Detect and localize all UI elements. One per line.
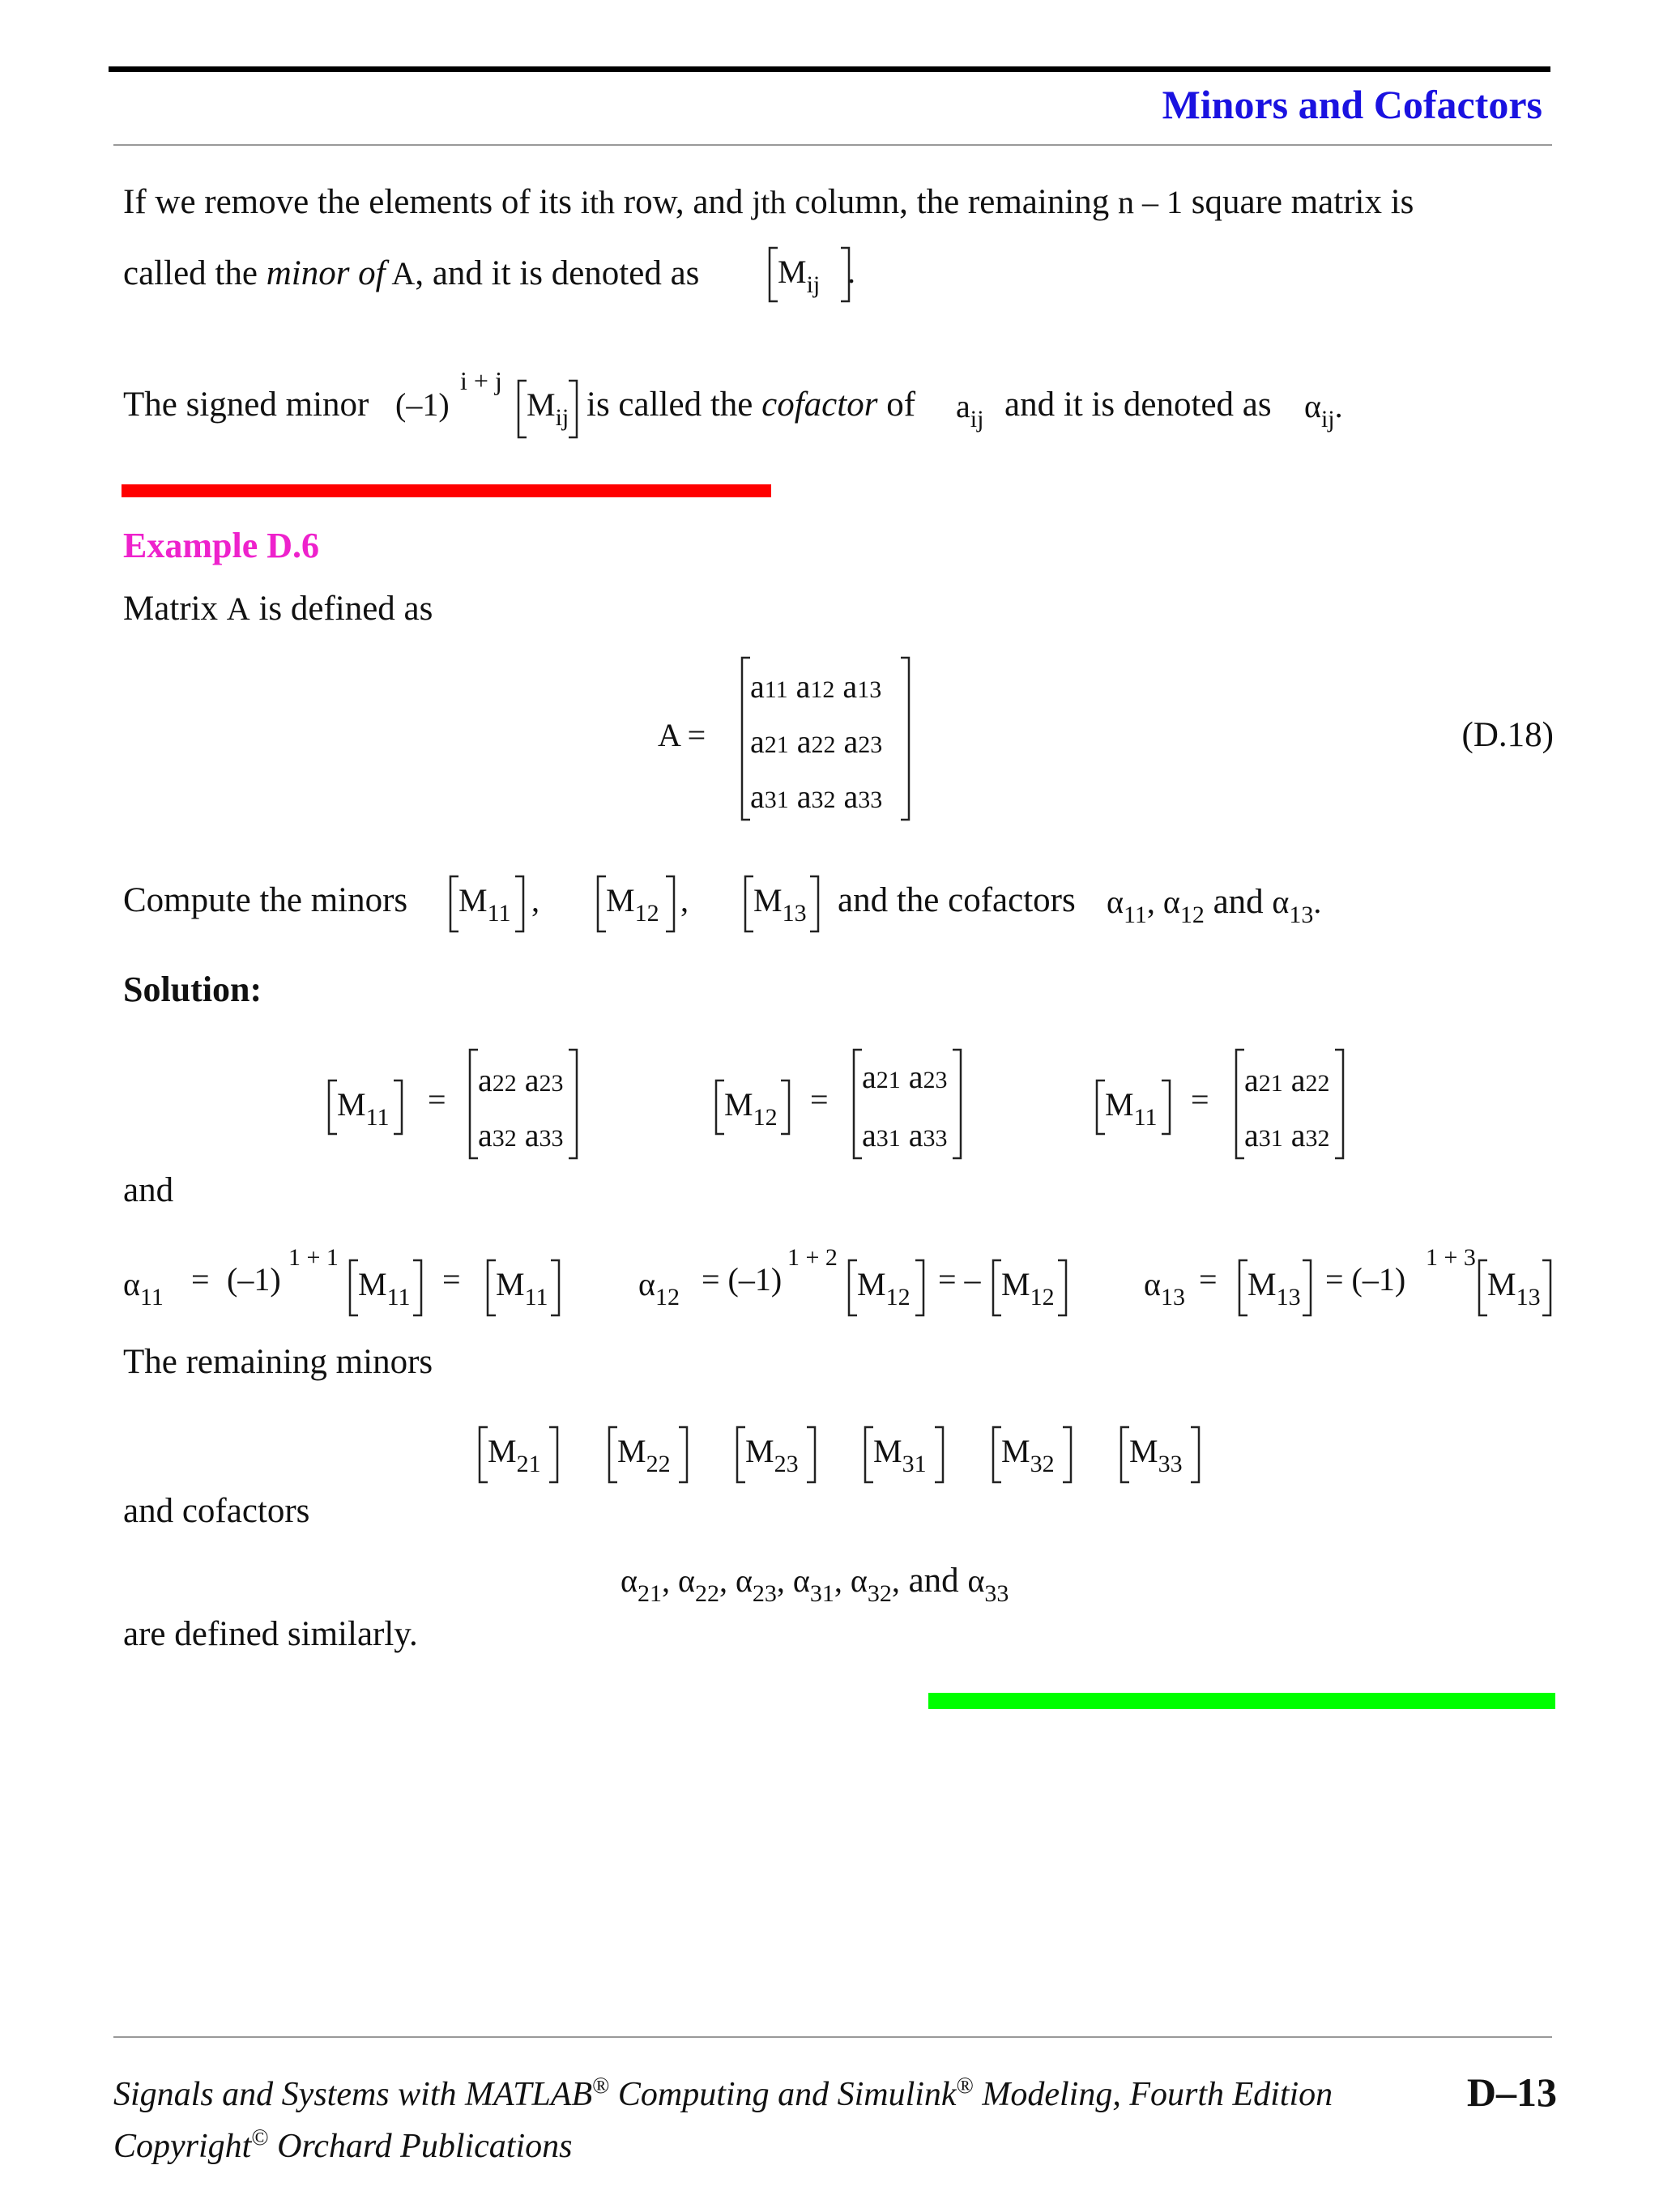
cof-2-m2-left-bracket [993, 1260, 1001, 1315]
cof-3-m-right-bracket [1303, 1260, 1311, 1315]
remaining-minor-1-right-bracket [679, 1427, 687, 1482]
mij-line3-right-bracket [569, 381, 577, 437]
remaining-minor-m21: $M_{21}$ [488, 1433, 541, 1477]
remaining-minor-4-right-bracket [1063, 1427, 1071, 1482]
minor-1-eq: = [428, 1081, 446, 1118]
cof-1-m2-right-bracket [551, 1260, 559, 1315]
remaining-minor-m31: $M_{31}$ [873, 1433, 927, 1477]
mij-line3-left-bracket [518, 381, 527, 437]
cofactor-eq-3: $\alpha_{13}$ [1144, 1266, 1185, 1311]
cof-3-m-left-bracket [1239, 1260, 1247, 1315]
matrix-A-row-1: a11 a12 a13 [750, 668, 882, 705]
minor-symbol-mij: $M_{ij}$ [778, 254, 821, 298]
m12-compute-left-bracket [598, 876, 606, 931]
minor-1-matrix-left-bracket [470, 1050, 478, 1158]
minor-3-matrix-right-bracket [1335, 1050, 1343, 1158]
comma: , [680, 882, 689, 918]
cof-1-m2-left-bracket [488, 1260, 496, 1315]
cof-2-m2-right-bracket [1058, 1260, 1066, 1315]
remaining-minor-2-right-bracket [807, 1427, 815, 1482]
minor-mij: $M_{ij}$ [527, 386, 569, 431]
minor-2-row-1: a21 a23 [862, 1059, 948, 1095]
equation-lhs-A: A = [658, 717, 706, 753]
minor-1-matrix-right-bracket [569, 1050, 577, 1158]
paragraph-line-1: If we remove the elements of its ith row, and jth column, the remaining n – 1 square matrix is [123, 183, 1414, 221]
element-aij: $a_{ij}$ [956, 388, 984, 433]
and-word: and [123, 1171, 174, 1209]
matrix-intro: Matrix A is defined as [123, 590, 433, 628]
cofactor-eq-3-neg: = (–1) [1325, 1261, 1406, 1298]
minor-1-lhs-right-bracket [394, 1080, 402, 1134]
compute-text: Compute the minors [123, 881, 408, 919]
comma: , [531, 882, 539, 918]
paragraph-line-2: called the minor of A, and it is denoted as [123, 254, 700, 292]
minor-3-matrix-left-bracket [1236, 1050, 1244, 1158]
remaining-minor-3-right-bracket [935, 1427, 943, 1482]
cofactor-eq-1-neg: (–1) [227, 1261, 281, 1298]
cofactor-eq-2: $\alpha_{12}$ [638, 1266, 680, 1311]
cofactor-eq-2-exp: 1 + 2 [787, 1244, 838, 1271]
remaining-minor-0-left-bracket [480, 1427, 488, 1482]
cofactor-eq-2-m2: $M_{12}$ [1001, 1266, 1055, 1311]
cofactor-eq-2-m: $M_{12}$ [857, 1266, 911, 1311]
alpha-ij: $\alpha_{ij}$. [1304, 388, 1343, 433]
denoted-text: and it is denoted as [1004, 386, 1272, 424]
remaining-minor-3-left-bracket [865, 1427, 873, 1482]
cofactor-eq-2-eq2: = – [938, 1261, 981, 1298]
cofactor-eq-3-m2: $M_{13}$ [1487, 1266, 1541, 1311]
remaining-minor-5-right-bracket [1191, 1427, 1199, 1482]
minor-3-lhs-left-bracket [1097, 1080, 1105, 1134]
cofactor-eq-3-m: $M_{13}$ [1247, 1266, 1301, 1311]
m12-compute-right-bracket [666, 876, 674, 931]
matrix-A-row-2: a21 a22 a23 [750, 723, 883, 760]
minor-2-row-2: a31 a33 [862, 1117, 948, 1153]
minor-3-row-1: a21 a22 [1244, 1062, 1330, 1098]
minor-1-row-1: a22 a23 [478, 1062, 564, 1098]
matrix-A-left-bracket [742, 658, 750, 820]
remaining-minors-text: The remaining minors [123, 1343, 433, 1381]
remaining-minor-m33: $M_{33}$ [1129, 1433, 1183, 1477]
cofactors-text: and the cofactors [838, 881, 1076, 919]
minor-m11: $M_{11}$ [458, 882, 511, 927]
cofactor-eq-1-eq2: = [442, 1261, 461, 1298]
minor-2-lhs-left-bracket [716, 1080, 724, 1134]
remaining-minor-2-left-bracket [737, 1427, 745, 1482]
m13-compute-right-bracket [810, 876, 818, 931]
minor-m13: $M_{13}$ [753, 882, 807, 927]
remaining-minor-m23: $M_{23}$ [745, 1433, 799, 1477]
minor-2-matrix-left-bracket [854, 1050, 862, 1158]
m11-compute-right-bracket [515, 876, 523, 931]
mij-line2-left-bracket [770, 248, 778, 301]
exponent-i-plus-j: i + j [460, 366, 502, 395]
cofactor-text: is called the cofactor of [586, 386, 916, 424]
cof-3-m2-right-bracket [1542, 1260, 1550, 1315]
copyright: Copyright© Orchard Publications [113, 2125, 573, 2165]
cof-1-m-left-bracket [350, 1260, 358, 1315]
paragraph-line-3: The signed minor [123, 386, 369, 424]
book-title: Signals and Systems with MATLAB® Computing and Simulink® Modeling, Fourth Edition [113, 2073, 1333, 2113]
mij-line2-right-bracket [841, 248, 849, 301]
cofactor-eq-1-eq: = [191, 1261, 210, 1298]
page-title: Minors and Cofactors [1162, 82, 1542, 127]
period: . [847, 254, 855, 290]
matrix-A-row-3: a31 a32 a33 [750, 778, 883, 815]
remaining-minor-5-left-bracket [1121, 1427, 1129, 1482]
cofactor-eq-1: $\alpha_{11}$ [123, 1266, 164, 1311]
cofactor-eq-1-exp: 1 + 1 [288, 1244, 339, 1271]
minor-2-lhs-right-bracket [781, 1080, 789, 1134]
cof-2-m-left-bracket [849, 1260, 857, 1315]
cof-1-m-right-bracket [413, 1260, 421, 1315]
defined-similarly: are defined similarly. [123, 1615, 418, 1653]
cofactor-eq-1-m2: $M_{11}$ [496, 1266, 548, 1311]
minor-m12: $M_{12}$ [606, 882, 659, 927]
remaining-minor-m22: $M_{22}$ [617, 1433, 671, 1477]
cof-3-m2-left-bracket [1479, 1260, 1487, 1315]
m11-compute-left-bracket [450, 876, 458, 931]
cofactor-eq-3-exp: 1 + 3 [1426, 1244, 1476, 1271]
page-number: D–13 [1466, 2069, 1557, 2115]
matrix-A-right-bracket [901, 658, 909, 820]
cofactor-eq-2-neg: = (–1) [702, 1261, 783, 1298]
remaining-minor-m32: $M_{32}$ [1001, 1433, 1055, 1477]
minor-3-lhs: $M_{11}$ [1105, 1086, 1158, 1131]
neg-one-power: (–1) [395, 386, 450, 423]
cof-2-m-right-bracket [915, 1260, 923, 1315]
minor-3-lhs-right-bracket [1162, 1080, 1170, 1134]
minor-2-eq: = [810, 1081, 829, 1118]
minor-3-row-2: a31 a32 [1244, 1117, 1330, 1153]
equation-number: (D.18) [1461, 716, 1554, 754]
remaining-minor-4-left-bracket [993, 1427, 1001, 1482]
solution-label: Solution: [123, 970, 262, 1009]
example-title: Example D.6 [123, 526, 319, 565]
minor-3-eq: = [1191, 1081, 1209, 1118]
remaining-minor-1-left-bracket [609, 1427, 617, 1482]
cofactor-eq-1-m: $M_{11}$ [358, 1266, 411, 1311]
minor-1-lhs: $M_{11}$ [337, 1086, 390, 1131]
minor-2-matrix-right-bracket [953, 1050, 961, 1158]
cofactor-eq-3-eq: = [1199, 1261, 1218, 1298]
remaining-minor-0-right-bracket [549, 1427, 557, 1482]
minor-1-lhs-left-bracket [329, 1080, 337, 1134]
alpha-list: $\alpha_{11}$, $\alpha_{12}$ and $\alpha_{13}$. [1107, 883, 1322, 928]
and-cofactors-text: and cofactors [123, 1492, 310, 1530]
cofactor-list: $\alpha_{21}$, $\alpha_{22}$, $\alpha_{23}$, $\alpha_{31}$, $\alpha_{32}$, and $\alpha_{33}$ [621, 1562, 1009, 1607]
m13-compute-left-bracket [745, 876, 753, 931]
minor-1-row-2: a32 a33 [478, 1117, 564, 1153]
minor-2-lhs: $M_{12}$ [724, 1086, 778, 1131]
